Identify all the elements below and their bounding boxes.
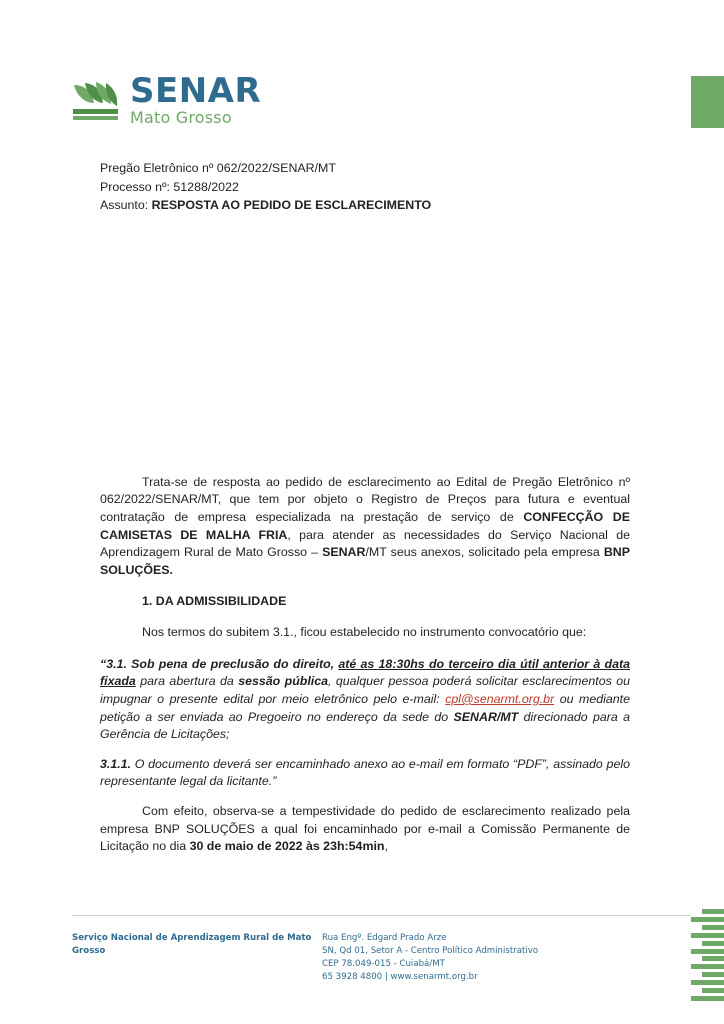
quote-subitem-31 <box>100 656 630 744</box>
quote-31-bold-senar: SENAR/MT <box>453 709 519 724</box>
closing-paragraph <box>100 803 630 856</box>
intro-paragraph <box>100 474 630 580</box>
footer-address-line-2: SN, Qd 01, Setor A - Centro Político Administrativo <box>322 946 539 957</box>
closing-part2: , <box>384 839 388 854</box>
footer-address-line-1: Rua Engº. Edgard Prado Arze <box>322 933 447 944</box>
quote-31-underlined: até as 18:30hs do terceiro dia útil anterior à data fixada <box>100 656 630 689</box>
logo-brand-text: SENAR <box>130 71 262 111</box>
decorative-green-block <box>691 76 724 128</box>
intro-bold-object: CONFECÇÃO DE CAMISETAS DE MALHA FRIA <box>100 510 630 542</box>
section1-paragraph: Nos termos do subitem 3.1., ficou estabelecido no instrumento convocatório que: <box>142 625 587 640</box>
senar-logo <box>72 71 262 127</box>
stripe <box>691 996 724 1001</box>
footer-org-line-3: de Mato Grosso <box>72 933 312 957</box>
footer-org-name <box>72 932 322 984</box>
senar-leaf-mark <box>72 77 120 123</box>
stripe <box>691 980 724 985</box>
logo-subtitle-text: Mato Grosso <box>130 108 232 127</box>
quote-subitem-311 <box>100 756 630 791</box>
stripe <box>691 949 724 954</box>
closing-part1: Com efeito, observa-se a tempestividade do pedido de esclarecimento realizado pela empresa BNP SOLUÇÕES a qual foi encaminhado por e-mail a Comissão Permanente de Licitação no dia <box>100 803 630 854</box>
intro-part1: Trata-se de resposta ao pedido de esclarecimento ao Edital de Pregão Eletrônico nº 062/2022/SENAR/MT, que tem por objeto o Registro de Preços para futura e eventual contratação de empresa especializada na prestação de serviço de <box>100 474 630 525</box>
closing-bold-date: 30 de maio de 2022 às 23h:54min <box>189 839 385 854</box>
stripe <box>702 909 724 914</box>
stripe <box>702 941 724 946</box>
intro-bold-empresa: BNP SOLUÇÕES. <box>100 545 630 577</box>
footer-contact-line: 65 3928 4800 | www.senarmt.org.br <box>322 972 478 983</box>
section-title-admissibilidade: 1. DA ADMISSIBILIDADE <box>142 594 287 609</box>
footer-org-line-1: Serviço Nacional de <box>72 933 168 944</box>
assunto-value: RESPOSTA AO PEDIDO DE ESCLARECIMENTO <box>151 198 432 213</box>
pregao-line: Pregão Eletrônico nº 062/2022/SENAR/MT <box>100 161 336 175</box>
stripe <box>691 917 724 922</box>
stripe <box>691 933 724 938</box>
assunto-label: Assunto: <box>100 198 149 213</box>
document-body <box>100 160 630 870</box>
quote-31-mid4: direcionado para a Gerência de Licitações; <box>100 709 630 742</box>
quote-open: “ <box>100 656 107 671</box>
quote-311-number: 3.1.1. <box>100 756 132 771</box>
decorative-stripes <box>691 909 724 1001</box>
footer-address-line-3: CEP 78.049-015 - Cuiabá/MT <box>322 959 445 970</box>
quote-31-mid1: para abertura da <box>135 674 239 689</box>
intro-part3: /MT seus anexos, solicitado pela empresa <box>365 545 604 560</box>
intro-part2: , para atender as necessidades do Serviço Nacional de Aprendizagem Rural de Mato Grosso – <box>100 527 630 560</box>
stripe <box>702 925 724 930</box>
footer-address <box>322 932 538 984</box>
stripe <box>702 988 724 993</box>
intro-bold-senar: SENAR <box>322 545 366 560</box>
vertical-spacer <box>100 216 630 474</box>
processo-line: Processo nº: 51288/2022 <box>100 179 239 194</box>
stripe <box>691 964 724 969</box>
quote-31-mid3: ou mediante petição a ser enviada ao Pregoeiro no endereço da sede do <box>100 691 631 724</box>
email-link-cpl[interactable]: cpl@senarmt.org.br <box>445 691 555 706</box>
quote-311-text: O documento deverá ser encaminhado anexo ao e-mail em formato “PDF”, assinado pelo representante legal da licitante.” <box>100 756 630 789</box>
stripe <box>702 972 724 977</box>
quote-31-bold-sessao: sessão pública <box>238 674 329 689</box>
footer-divider <box>72 915 691 916</box>
quote-31-mid2: , qualquer pessoa poderá solicitar esclarecimentos ou impugnar o presente edital por meio eletrônico pelo e-mail: <box>100 674 630 706</box>
assunto-line <box>100 197 630 215</box>
footer-org-line-2: Aprendizagem Rural <box>170 933 270 944</box>
stripe <box>702 956 724 961</box>
page-footer <box>72 932 672 984</box>
quote-31-number: 3.1. Sob pena de preclusão do direito, <box>106 656 339 671</box>
